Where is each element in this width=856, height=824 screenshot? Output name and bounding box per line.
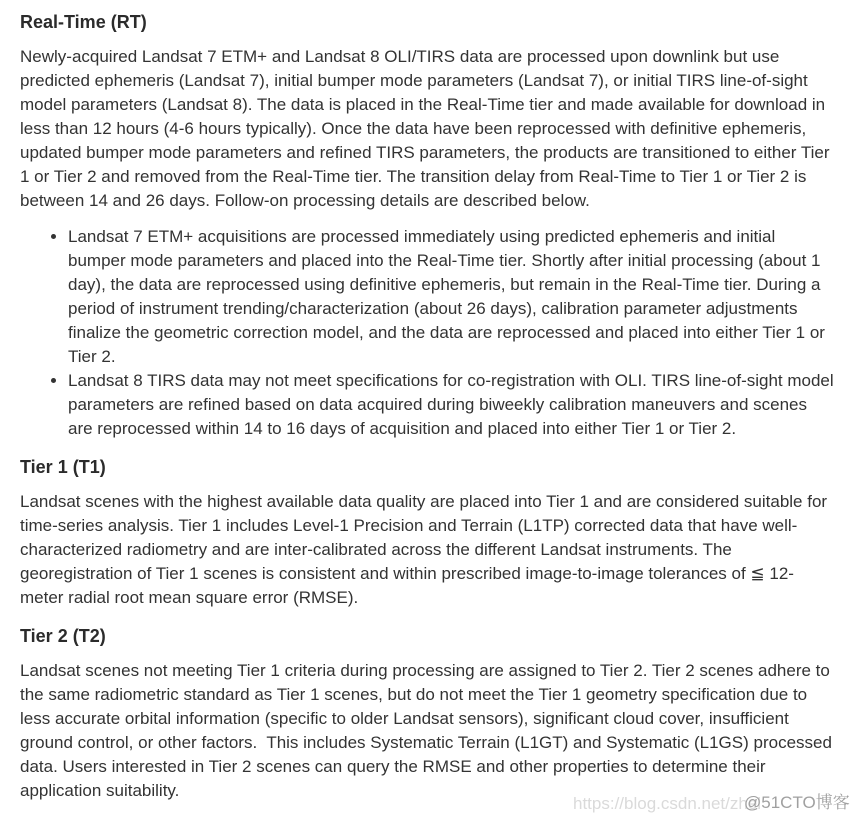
51cto-blog-watermark: @51CTO博客 <box>744 793 850 812</box>
paragraph-tier-1: Landsat scenes with the highest available data quality are placed into Tier 1 and are considered suitable for time-series analysis. Tier 1 includes Level-1 Precision and Terrain (L1TP) corrected data that have well-characterized radiometry and are inter-calibrated across the different Landsat instruments. The georegistration of Tier 1 scenes is consistent and within prescribed image-to-image tolerances of ≦ 12-meter radial root mean square error (RMSE). <box>20 492 832 607</box>
section-heading-real-time: Real-Time (RT) <box>20 12 147 32</box>
section-heading-tier-1: Tier 1 (T1) <box>20 457 106 477</box>
list-item: • Landsat 8 TIRS data may not meet specifications for co-registration with OLI. TIRS line-of-sight model parameters are refined based on data acquired during biweekly calibration maneuvers and scenes are reprocessed within 14 to 16 days of acquisition and placed into either Tier 1 or Tier 2. <box>68 369 836 441</box>
csdn-url-watermark: https://blog.csdn.net/zhel <box>573 794 762 813</box>
paragraph-tier-2: Landsat scenes not meeting Tier 1 criteria during processing are assigned to Tier 2. Tier 2 scenes adhere to the same radiometric standard as Tier 1 scenes, but do not meet the Tier 1 geometry specification due to less accurate orbital information (specific to older Landsat sensors), significant cloud cover, insufficient ground control, or other factors. This includes Systematic Terrain (L1GT) and Systematic (L1GS) processed data. Users interested in Tier 2 scenes can query the RMSE and other properties to determine their application suitability. <box>20 661 837 800</box>
paragraph-real-time-intro: Newly-acquired Landsat 7 ETM+ and Landsat 8 OLI/TIRS data are processed upon downlink but use predicted ephemeris (Landsat 7), initial bumper mode parameters (Landsat 7), or initial TIRS line-of-sight model parameters (Landsat 8). The data is placed in the Real-Time tier and made available for download in less than 12 hours (4-6 hours typically). Once the data have been reprocessed with definitive ephemeris, updated bumper mode parameters and refined TIRS parameters, the products are transitioned to either Tier 1 or Tier 2 and removed from the Real-Time tier. The transition delay from Real-Time to Tier 1 or Tier 2 is between 14 and 26 days. Follow-on processing details are described below. <box>20 47 835 210</box>
section-heading-tier-2: Tier 2 (T2) <box>20 626 106 646</box>
list-item: • Landsat 7 ETM+ acquisitions are processed immediately using predicted ephemeris and initial bumper mode parameters and placed into the Real-Time tier. Shortly after initial processing (about 1 day), the data are reprocessed using definitive ephemeris, but remain in the Real-Time tier. During a period of instrument trending/characterization (about 26 days), calibration parameter adjustments finalize the geometric correction model, and the data are reprocessed and placed into either Tier 1 or Tier 2. <box>68 225 836 369</box>
real-time-bullet-list <box>20 225 839 441</box>
